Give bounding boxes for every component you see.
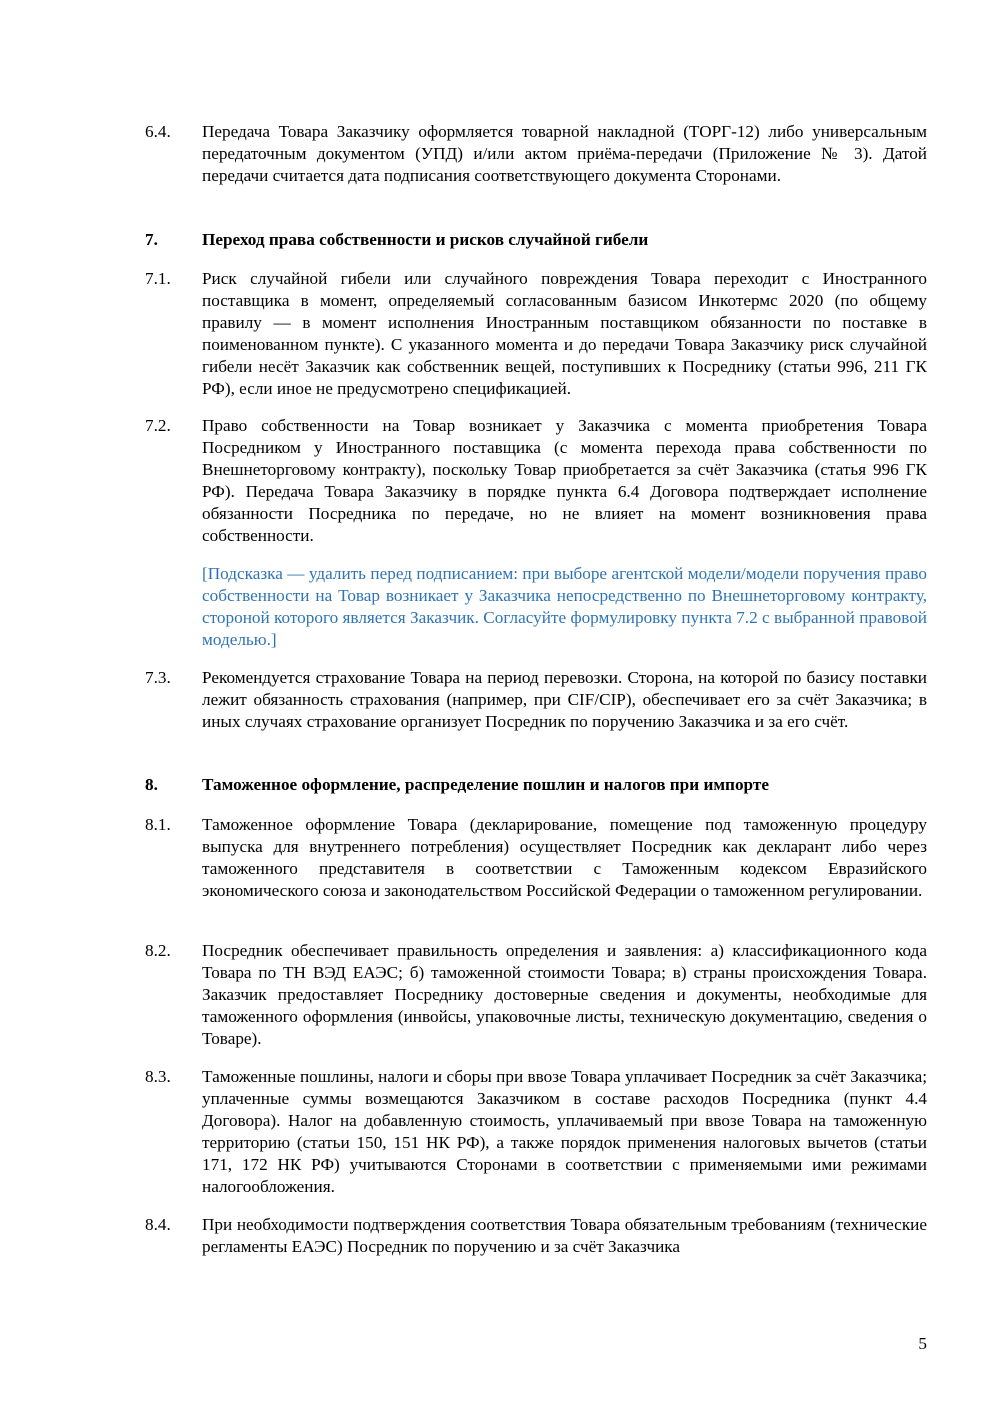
section-number: 8. bbox=[145, 775, 158, 794]
page-number: 5 bbox=[918, 1334, 927, 1353]
clause-text: Риск случайной гибели или случайного повреждения Товара переходит с Иностранного поставщика в момент, определяемый согласованным базисом Инкотермс 2020 (по общему правилу — в момент исполнения Иностранным поставщиком обязанности по поставке в поименованном пункте). С указанного момента и до передачи Товара Заказчику риск случайной гибели несёт Заказчик как собственник вещей, поступивших к Посреднику (статьи 996, 211 ГК РФ), если иное не предусмотрено спецификацией. bbox=[202, 269, 927, 399]
clause-text: Таможенное оформление Товара (декларирование, помещение под таможенную процедуру выпуска для внутреннего потребления) осуществляет Посредник как декларант либо через таможенного представителя в соответствии с Таможенным кодексом Евразийского экономического союза и законодательством Российской Федерации о таможенном регулировании. bbox=[202, 815, 927, 901]
clause-text: Право собственности на Товар возникает у Заказчика с момента приобретения Товара Посредником у Иностранного поставщика (с момента перехода права собственности по Внешнеторговому контракту), поскольку Товар приобретается за счёт Заказчика (статья 996 ГК РФ). Передача Товара Заказчику в порядке пункта 6.4 Договора подтверждает исполнение обязанности Посредника по передаче, но не влияет на момент возникновения права собственности. bbox=[202, 416, 927, 546]
drafting-hint-7-2 bbox=[145, 563, 927, 651]
clause-number: 7.2. bbox=[145, 416, 171, 435]
clause-number: 7.3. bbox=[145, 668, 171, 687]
clause-8-1 bbox=[145, 814, 927, 902]
clause-text: Рекомендуется страхование Товара на период перевозки. Сторона, на которой по базису поставки лежит обязанность страхования (например, при CIF/CIP), обеспечивает его за счёт Заказчика; в иных случаях страхование организует Посредник по поручению Заказчика и за его счёт. bbox=[202, 668, 927, 732]
section-title: Таможенное оформление, распределение пошлин и налогов при импорте bbox=[202, 775, 769, 794]
section-title: Переход права собственности и рисков случайной гибели bbox=[202, 230, 649, 249]
clause-number: 8.4. bbox=[145, 1215, 171, 1234]
clause-7-1 bbox=[145, 268, 927, 401]
clause-number: 7.1. bbox=[145, 269, 171, 288]
clause-8-2 bbox=[145, 940, 927, 1050]
clause-text: При необходимости подтверждения соответствия Товара обязательным требованиям (технические регламенты ЕАЭС) Посредник по поручению и за счёт Заказчика bbox=[202, 1215, 927, 1257]
hint-text: [Подсказка — удалить перед подписанием: при выборе агентской модели/модели поручения право собственности на Товар возникает у Заказчика непосредственно по Внешнеторговому контракту, стороной которого является Заказчик. Согласуйте формулировку пункта 7.2 с выбранной правовой моделью.] bbox=[202, 564, 927, 650]
clause-7-2 bbox=[145, 415, 927, 548]
clause-8-4 bbox=[145, 1214, 927, 1258]
clause-text: Передача Товара Заказчику оформляется товарной накладной (ТОРГ-12) либо универсальным передаточным документом (УПД) и/или актом приёма-передачи (Приложение № 3). Датой передачи считается дата подписания соответствующего документа Сторонами. bbox=[202, 122, 927, 186]
clause-number: 8.2. bbox=[145, 941, 171, 960]
clause-8-3 bbox=[145, 1066, 927, 1199]
section-number: 7. bbox=[145, 230, 158, 249]
clause-text: Посредник обеспечивает правильность определения и заявления: а) классификационного кода Товара по ТН ВЭД ЕАЭС; б) таможенной стоимости Товара; в) страны происхождения Товара. Заказчик предоставляет Посреднику достоверные сведения и документы, необходимые для таможенного оформления (инвойсы, упаковочные листы, техническую документацию, сведения о Товаре). bbox=[202, 941, 927, 1049]
clause-number: 6.4. bbox=[145, 122, 171, 141]
clause-text: Таможенные пошлины, налоги и сборы при ввозе Товара уплачивает Посредник за счёт Заказчика; уплаченные суммы возмещаются Заказчиком в составе расходов Посредника (пункт 4.4 Договора). Налог на добавленную стоимость, уплачиваемый при ввозе Товара на таможенную территорию (статьи 150, 151 НК РФ), а также порядок применения налоговых вычетов (статьи 171, 172 НК РФ) учитываются Сторонами в соответствии с применяемыми ими режимами налогообложения. bbox=[202, 1067, 927, 1197]
section-heading-7 bbox=[145, 229, 927, 251]
section-heading-8 bbox=[145, 774, 927, 796]
clause-7-3 bbox=[145, 667, 927, 733]
clause-number: 8.3. bbox=[145, 1067, 171, 1086]
clause-number: 8.1. bbox=[145, 815, 171, 834]
clause-6-4 bbox=[145, 121, 927, 187]
